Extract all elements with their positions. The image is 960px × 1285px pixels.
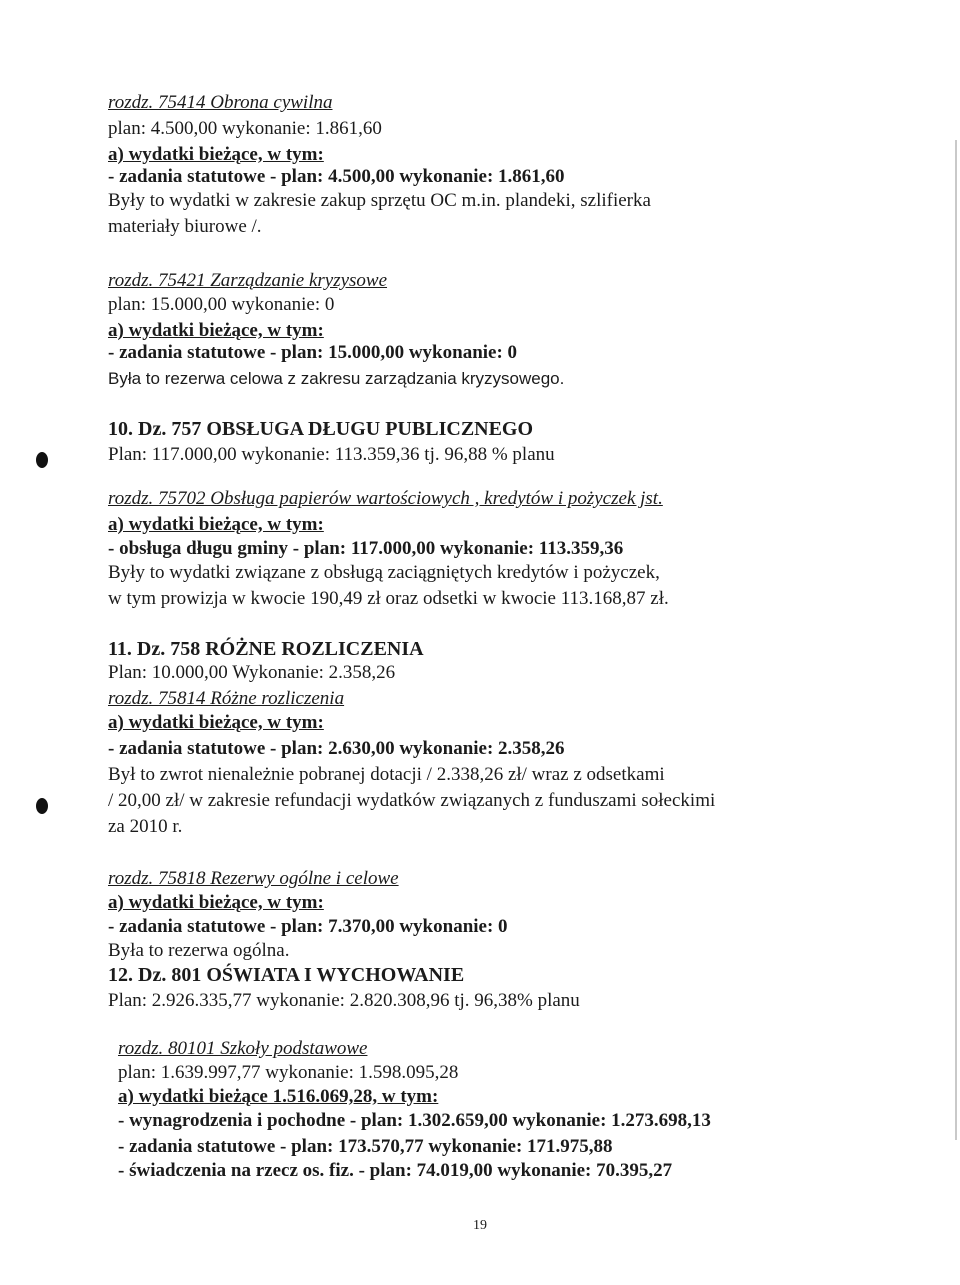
expenses-heading: a) wydatki bieżące, w tym: xyxy=(108,892,324,913)
plan-line: Plan: 10.000,00 Wykonanie: 2.358,26 xyxy=(108,662,396,683)
expenses-heading: a) wydatki bieżące, w tym: xyxy=(108,712,324,733)
section-header: rozdz. 75814 Różne rozliczenia xyxy=(108,688,345,709)
punch-hole-mark xyxy=(36,452,48,468)
note-line: Była to rezerwa celowa z zakresu zarządzania kryzysowego. xyxy=(108,369,565,388)
page-number: 19 xyxy=(473,1218,487,1233)
expenses-heading: a) wydatki bieżące, w tym: xyxy=(108,514,324,535)
chapter-title: 11. Dz. 758 RÓŻNE ROZLICZENIA xyxy=(108,638,424,660)
note-line: / 20,00 zł/ w zakresie refundacji wydatków związanych z funduszami sołeckimi xyxy=(108,790,716,811)
page-edge-line xyxy=(955,140,957,1140)
note-line: Były to wydatki związane z obsługą zaciągniętych kredytów i pożyczek, xyxy=(108,562,660,583)
note-line: Był to zwrot nienależnie pobranej dotacji / 2.338,26 zł/ wraz z odsetkami xyxy=(108,764,665,785)
note-line: Były to wydatki w zakresie zakup sprzętu OC m.in. plandeki, szlifierka xyxy=(108,190,651,211)
task-line: - zadania statutowe - plan: 2.630,00 wykonanie: 2.358,26 xyxy=(108,738,565,759)
plan-line: Plan: 2.926.335,77 wykonanie: 2.820.308,96 tj. 96,38% planu xyxy=(108,990,580,1011)
chapter-title: 12. Dz. 801 OŚWIATA I WYCHOWANIE xyxy=(108,964,465,986)
plan-line: plan: 4.500,00 wykonanie: 1.861,60 xyxy=(108,118,382,139)
section-header: rozdz. 75702 Obsługa papierów wartościowych , kredytów i pożyczek jst. xyxy=(108,488,663,509)
section-header: rozdz. 75818 Rezerwy ogólne i celowe xyxy=(108,868,399,889)
expenses-heading: a) wydatki bieżące, w tym: xyxy=(108,320,324,341)
section-header: rozdz. 80101 Szkoły podstawowe xyxy=(118,1038,368,1059)
expenses-heading: a) wydatki bieżące 1.516.069,28, w tym: xyxy=(118,1086,439,1107)
task-line: - obsługa długu gminy - plan: 117.000,00 wykonanie: 113.359,36 xyxy=(108,538,624,559)
punch-hole-mark xyxy=(36,798,48,814)
plan-line: Plan: 117.000,00 wykonanie: 113.359,36 tj. 96,88 % planu xyxy=(108,444,555,465)
chapter-title: 10. Dz. 757 OBSŁUGA DŁUGU PUBLICZNEGO xyxy=(108,418,534,440)
plan-line: plan: 1.639.997,77 wykonanie: 1.598.095,28 xyxy=(118,1062,459,1083)
plan-line: plan: 15.000,00 wykonanie: 0 xyxy=(108,294,335,315)
task-line: - zadania statutowe - plan: 7.370,00 wykonanie: 0 xyxy=(108,916,508,937)
task-line: - zadania statutowe - plan: 173.570,77 wykonanie: 171.975,88 xyxy=(118,1136,613,1157)
note-line: w tym prowizja w kwocie 190,49 zł oraz odsetki w kwocie 113.168,87 zł. xyxy=(108,588,669,609)
expenses-heading: a) wydatki bieżące, w tym: xyxy=(108,144,324,165)
section-header: rozdz. 75414 Obrona cywilna xyxy=(108,92,333,113)
note-line: materiały biurowe /. xyxy=(108,216,262,237)
section-header: rozdz. 75421 Zarządzanie kryzysowe xyxy=(108,270,388,291)
note-line: Była to rezerwa ogólna. xyxy=(108,940,290,961)
task-line: - zadania statutowe - plan: 4.500,00 wykonanie: 1.861,60 xyxy=(108,166,565,187)
note-line: za 2010 r. xyxy=(108,816,183,837)
task-line: - wynagrodzenia i pochodne - plan: 1.302.659,00 wykonanie: 1.273.698,13 xyxy=(118,1110,711,1131)
task-line: - świadczenia na rzecz os. fiz. - plan: 74.019,00 wykonanie: 70.395,27 xyxy=(118,1160,673,1181)
task-line: - zadania statutowe - plan: 15.000,00 wykonanie: 0 xyxy=(108,342,518,363)
